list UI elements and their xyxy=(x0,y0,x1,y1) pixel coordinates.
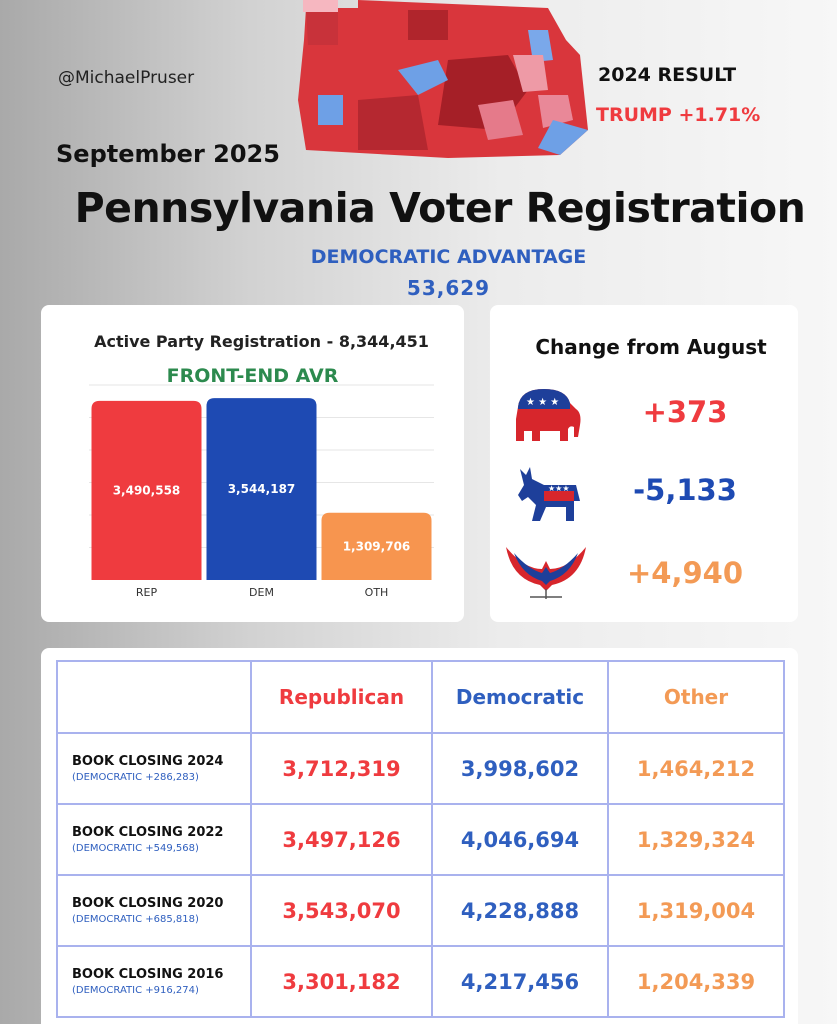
row-label-cell xyxy=(57,733,251,804)
oth-cell: 1,464,212 xyxy=(608,733,784,804)
bar-value-label: 1,309,706 xyxy=(342,539,411,554)
change-card xyxy=(490,305,798,622)
advantage-value: 53,629 xyxy=(406,276,491,300)
row-sublabel: (DEMOCRATIC +685,818) xyxy=(72,914,199,925)
book-closing-table-card xyxy=(41,648,798,1024)
bar-chart xyxy=(41,305,464,622)
x-tick-label: DEM xyxy=(249,586,274,599)
row-sublabel: (DEMOCRATIC +916,274) xyxy=(72,985,199,996)
pennsylvania-county-map xyxy=(298,0,588,160)
rep-cell: 3,497,126 xyxy=(251,804,432,875)
row-label-cell xyxy=(57,875,251,946)
author-handle: @MichaelPruser xyxy=(58,68,195,88)
report-date: September 2025 xyxy=(56,140,280,168)
advantage-label: DEMOCRATIC ADVANTAGE xyxy=(310,246,587,268)
header-empty-cell xyxy=(57,661,251,733)
change-dem-value: -5,133 xyxy=(633,473,737,507)
book-closing-table xyxy=(56,660,785,1018)
table-row xyxy=(57,804,784,875)
rep-cell: 3,301,182 xyxy=(251,946,432,1017)
x-tick-label: OTH xyxy=(364,586,389,599)
table-row xyxy=(57,733,784,804)
row-label-cell xyxy=(57,804,251,875)
bar-value-label: 3,544,187 xyxy=(227,482,296,497)
row-label: BOOK CLOSING 2024 xyxy=(72,754,224,769)
row-sublabel: (DEMOCRATIC +286,283) xyxy=(72,772,199,783)
row-label: BOOK CLOSING 2022 xyxy=(72,825,224,840)
table-row xyxy=(57,946,784,1017)
row-sublabel: (DEMOCRATIC +549,568) xyxy=(72,843,199,854)
change-oth-value: +4,940 xyxy=(626,556,744,590)
elephant-icon xyxy=(504,383,588,449)
header-democratic: Democratic xyxy=(432,661,608,733)
donkey-icon xyxy=(504,461,588,527)
rep-cell: 3,712,319 xyxy=(251,733,432,804)
chart-title: Active Party Registration - 8,344,451 xyxy=(94,332,429,351)
oth-cell: 1,319,004 xyxy=(608,875,784,946)
chart-subtitle: FRONT-END AVR xyxy=(166,365,339,387)
oth-cell: 1,329,324 xyxy=(608,804,784,875)
dem-cell: 4,217,456 xyxy=(432,946,608,1017)
svg-text:★★★: ★★★ xyxy=(548,484,570,493)
row-label: BOOK CLOSING 2016 xyxy=(72,967,224,982)
registration-chart-card xyxy=(41,305,464,622)
rep-cell: 3,543,070 xyxy=(251,875,432,946)
header-republican: Republican xyxy=(251,661,432,733)
svg-text:★ ★ ★: ★ ★ ★ xyxy=(526,397,560,408)
header-other: Other xyxy=(608,661,784,733)
table-header-row xyxy=(57,661,784,733)
change-rep-value: +373 xyxy=(642,395,728,429)
bar-value-label: 3,490,558 xyxy=(112,483,181,498)
page-title: Pennsylvania Voter Registration xyxy=(74,184,806,232)
result-value: TRUMP +1.71% xyxy=(596,104,761,126)
row-label: BOOK CLOSING 2020 xyxy=(72,896,224,911)
result-title: 2024 RESULT xyxy=(598,64,737,86)
eagle-icon xyxy=(504,539,588,605)
oth-cell: 1,204,339 xyxy=(608,946,784,1017)
dem-cell: 4,046,694 xyxy=(432,804,608,875)
table-row xyxy=(57,875,784,946)
change-title: Change from August xyxy=(535,335,767,359)
dem-cell: 4,228,888 xyxy=(432,875,608,946)
row-label-cell xyxy=(57,946,251,1017)
dem-cell: 3,998,602 xyxy=(432,733,608,804)
x-tick-label: REP xyxy=(135,586,158,599)
